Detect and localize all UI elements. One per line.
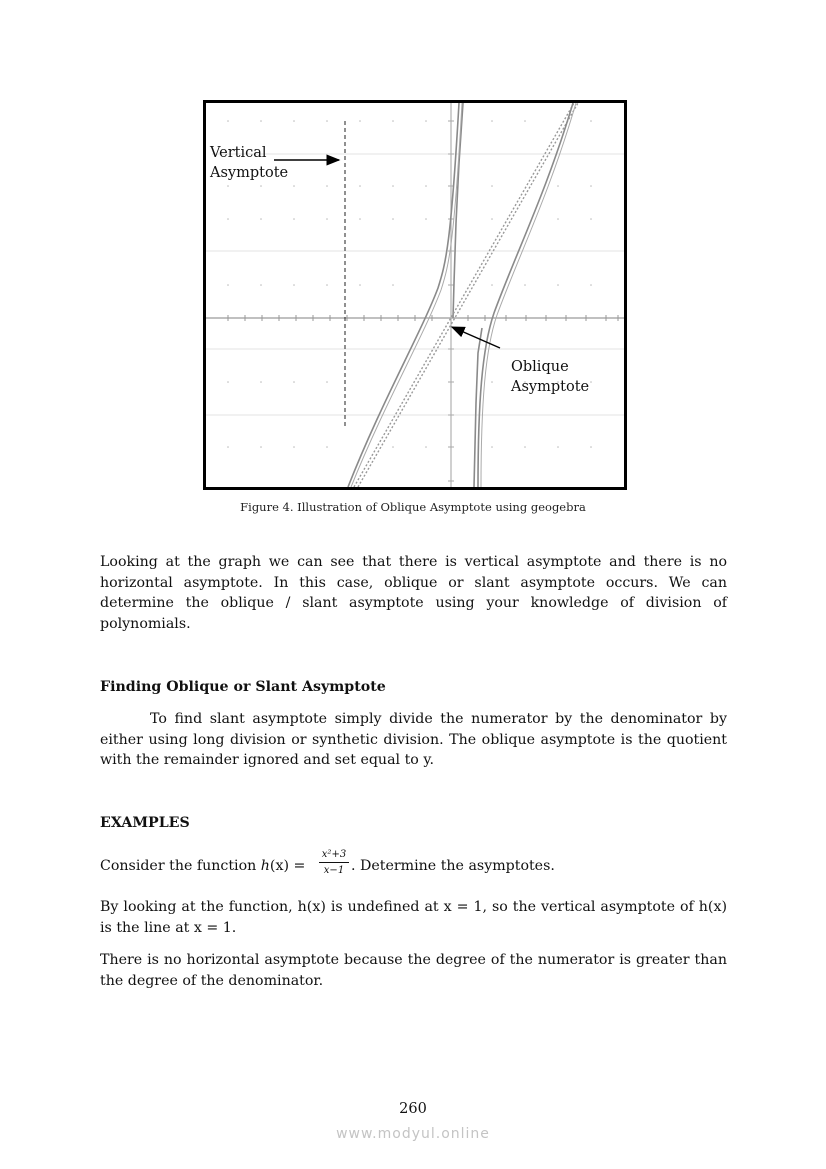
- function-arg: (x) =: [269, 858, 306, 874]
- function-fraction: [319, 849, 349, 876]
- oblique-asymptote-label-line2: Asymptote: [511, 379, 590, 395]
- watermark: www.modyul.online: [336, 1126, 490, 1142]
- grid-lines: [206, 154, 624, 415]
- page-number: 260: [399, 1101, 427, 1117]
- curve-right-branch: [478, 103, 576, 487]
- fraction-numerator: x²+3: [319, 849, 349, 863]
- example-lead: Consider the function: [100, 858, 261, 874]
- figure-caption: Figure 4. Illustration of Oblique Asymptote using geogebra: [240, 500, 586, 514]
- oblique-asymptote-label-line1: Oblique: [511, 359, 569, 375]
- paragraph-vertical: By looking at the function, h(x) is undefined at x = 1, so the vertical asymptote of h(x) is the line at x = 1.: [100, 899, 727, 936]
- geogebra-graph: [206, 103, 624, 487]
- paragraph-horizontal: There is no horizontal asymptote because the degree of the numerator is greater than the degree of the denominator.: [100, 952, 727, 989]
- paragraph-intro: Looking at the graph we can see that there is vertical asymptote and there is no horizontal asymptote. In this case, oblique or slant asymptote occurs. We can determine the oblique / slant asymptote using your knowledge of division of polynomials.: [100, 554, 727, 632]
- example-tail: . Determine the asymptotes.: [351, 858, 555, 874]
- fraction-denominator: x−1: [323, 865, 345, 876]
- oblique-asymptote-line: [354, 103, 578, 487]
- vertical-asymptote-label-line1: Vertical: [210, 145, 267, 161]
- paragraph-method: To find slant asymptote simply divide the numerator by the denominator by either using long division or synthetic division. The oblique asymptote is the quotient with the remainder ignored and set equal to y.: [100, 711, 727, 768]
- examples-heading: EXAMPLES: [100, 815, 190, 831]
- function-name: h: [260, 858, 270, 874]
- vertical-asymptote-label-line2: Asymptote: [210, 165, 289, 181]
- curve-left-branch: [348, 103, 462, 487]
- section-heading: Finding Oblique or Slant Asymptote: [100, 679, 386, 695]
- asymptote-figure: [203, 100, 627, 490]
- example-function: [100, 848, 727, 888]
